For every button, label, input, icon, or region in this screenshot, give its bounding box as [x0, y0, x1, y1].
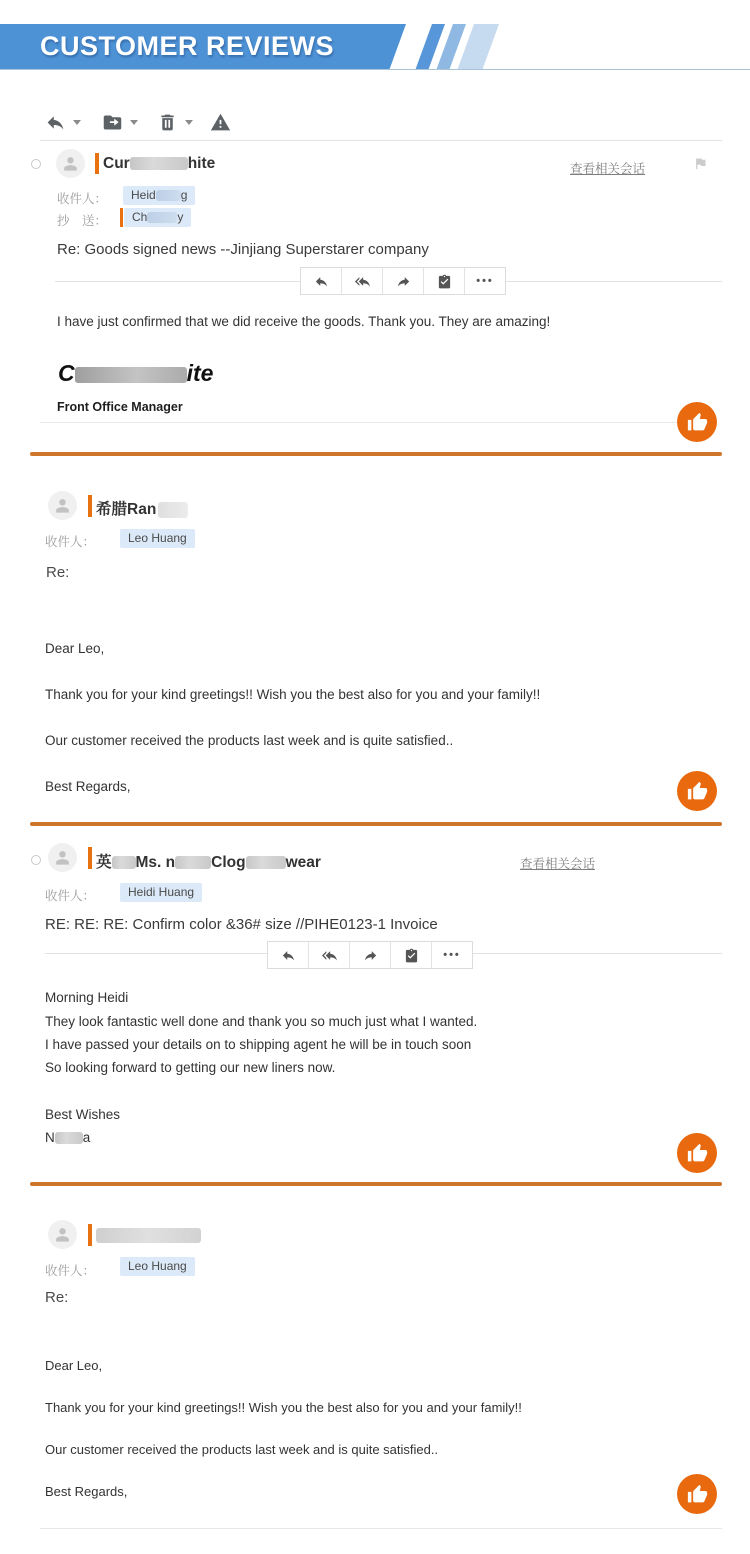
sender-name	[96, 1227, 201, 1245]
subject: Re:	[45, 1289, 69, 1306]
divider	[40, 422, 677, 423]
message-action-bar	[300, 267, 506, 295]
sender-frag: 英	[96, 854, 112, 871]
cc-label: 抄 送：	[57, 214, 108, 228]
message-action-bar	[267, 941, 473, 969]
sender-accent-bar	[88, 495, 92, 517]
sender-frag: Clog	[211, 854, 246, 871]
thumbs-up-icon[interactable]	[677, 771, 717, 811]
divider	[40, 1528, 722, 1529]
person-icon	[61, 154, 80, 173]
signature-title: Front Office Manager	[57, 400, 183, 414]
signoff-start: N	[45, 1130, 55, 1145]
redacted-text	[175, 856, 211, 869]
caret-down-icon[interactable]	[185, 120, 193, 125]
unread-dot	[31, 159, 41, 169]
mark-done-icon[interactable]	[424, 268, 465, 294]
reply-all-icon[interactable]	[342, 268, 383, 294]
redacted-text	[75, 367, 187, 383]
subject: Re:	[46, 564, 70, 581]
redacted-text	[158, 502, 188, 518]
to-label: 收件人：	[45, 889, 96, 903]
body-line: Thank you for your kind greetings!! Wish you the best also for you and your family!!	[45, 1400, 522, 1415]
redacted-text	[130, 157, 188, 170]
sender-accent-bar	[95, 153, 99, 174]
sender-name-start: 希腊Ran	[96, 501, 157, 518]
body-line: Morning Heidi	[45, 990, 129, 1005]
sender-frag: Ms. n	[135, 854, 176, 871]
reply-icon[interactable]	[301, 268, 342, 294]
avatar	[48, 843, 77, 872]
sender-accent-bar	[88, 1224, 92, 1246]
view-thread-link[interactable]: 查看相关会话	[570, 162, 646, 176]
body-line: I have just confirmed that we did receive the goods. Thank you. They are amazing!	[57, 314, 551, 329]
body-line: Dear Leo,	[45, 1358, 103, 1373]
reply-icon[interactable]	[268, 942, 309, 968]
body-line: I have passed your details on to shipping agent he will be in touch soon	[45, 1037, 472, 1052]
view-thread-link[interactable]: 查看相关会话	[520, 857, 596, 871]
cc-contact-chip[interactable]	[124, 208, 191, 227]
thumbs-up-icon[interactable]	[677, 402, 717, 442]
mark-done-icon[interactable]	[391, 942, 432, 968]
person-icon	[53, 1225, 72, 1244]
to-contact-chip[interactable]	[123, 186, 195, 205]
flag-icon[interactable]	[693, 156, 708, 176]
body-line: Best Regards,	[45, 1484, 128, 1499]
body-line: Our customer received the products last week and is quite satisfied..	[45, 1442, 439, 1457]
signature-start: C	[58, 360, 75, 386]
sender-name	[96, 497, 188, 519]
section-divider	[30, 822, 722, 826]
sender-accent-bar	[88, 847, 92, 869]
section-divider	[30, 452, 722, 456]
redacted-text	[112, 856, 136, 869]
page-title: CUSTOMER REVIEWS	[40, 31, 335, 61]
avatar	[56, 149, 85, 178]
banner-underline	[0, 69, 750, 70]
more-glyph: •••	[443, 949, 461, 961]
cc-start: Ch	[132, 210, 148, 224]
trash-icon[interactable]	[157, 112, 193, 133]
signoff-end: a	[82, 1130, 91, 1145]
to-label: 收件人：	[45, 535, 96, 549]
redacted-text	[147, 212, 177, 223]
sender-frag: wear	[285, 854, 321, 871]
spam-warning-icon[interactable]	[210, 112, 231, 133]
more-glyph: •••	[476, 275, 494, 287]
sender-name-end: hite	[187, 155, 216, 172]
reply-all-icon[interactable]	[309, 942, 350, 968]
body-line: Our customer received the products last week and is quite satisfied..	[45, 733, 454, 748]
redacted-text	[55, 1132, 83, 1144]
person-icon	[53, 848, 72, 867]
avatar	[48, 1220, 77, 1249]
to-end: g	[180, 188, 188, 202]
more-icon[interactable]	[432, 942, 472, 968]
to-start: Heid	[131, 188, 156, 202]
avatar	[48, 491, 77, 520]
redacted-text	[246, 856, 286, 869]
cc-accent-bar	[120, 208, 123, 227]
caret-down-icon[interactable]	[73, 120, 81, 125]
body-line: Dear Leo,	[45, 641, 105, 656]
subject: RE: RE: RE: Confirm color &36# size //PIHE0123-1 Invoice	[45, 916, 438, 933]
signoff: Best Wishes	[45, 1107, 121, 1122]
thumbs-up-icon[interactable]	[677, 1133, 717, 1173]
to-label: 收件人：	[57, 192, 108, 206]
redacted-text	[96, 1228, 201, 1243]
signoff-name	[45, 1130, 90, 1145]
unread-dot	[31, 855, 41, 865]
to-contact-chip[interactable]: Leo Huang	[120, 1257, 195, 1276]
move-to-folder-icon[interactable]	[102, 112, 138, 133]
redacted-text	[156, 190, 181, 201]
body-line: They look fantastic well done and thank you so much just what I wanted.	[45, 1014, 478, 1029]
forward-icon[interactable]	[350, 942, 391, 968]
person-icon	[53, 496, 72, 515]
caret-down-icon[interactable]	[130, 120, 138, 125]
sender-name	[103, 155, 215, 173]
body-line: Thank you for your kind greetings!! Wish you the best also for you and your family!!	[45, 687, 541, 702]
sender-name-start: Cur	[103, 155, 130, 172]
to-contact-chip[interactable]: Leo Huang	[120, 529, 195, 548]
thumbs-up-icon[interactable]	[677, 1474, 717, 1514]
subject: Re: Goods signed news --Jinjiang Superstarer company	[57, 241, 429, 258]
body-line: So looking forward to getting our new liners now.	[45, 1060, 336, 1075]
signature-end: ite	[186, 360, 214, 386]
reply-icon[interactable]	[45, 112, 81, 133]
to-label: 收件人：	[45, 1264, 96, 1278]
sender-name	[96, 850, 321, 872]
body-line: Best Regards,	[45, 779, 131, 794]
cc-end: y	[177, 210, 184, 224]
banner-stripe	[457, 24, 499, 70]
divider	[40, 140, 722, 141]
signature-name	[58, 360, 213, 387]
forward-icon[interactable]	[383, 268, 424, 294]
section-divider	[30, 1182, 722, 1186]
more-icon[interactable]	[465, 268, 505, 294]
to-contact-chip[interactable]: Heidi Huang	[120, 883, 202, 902]
